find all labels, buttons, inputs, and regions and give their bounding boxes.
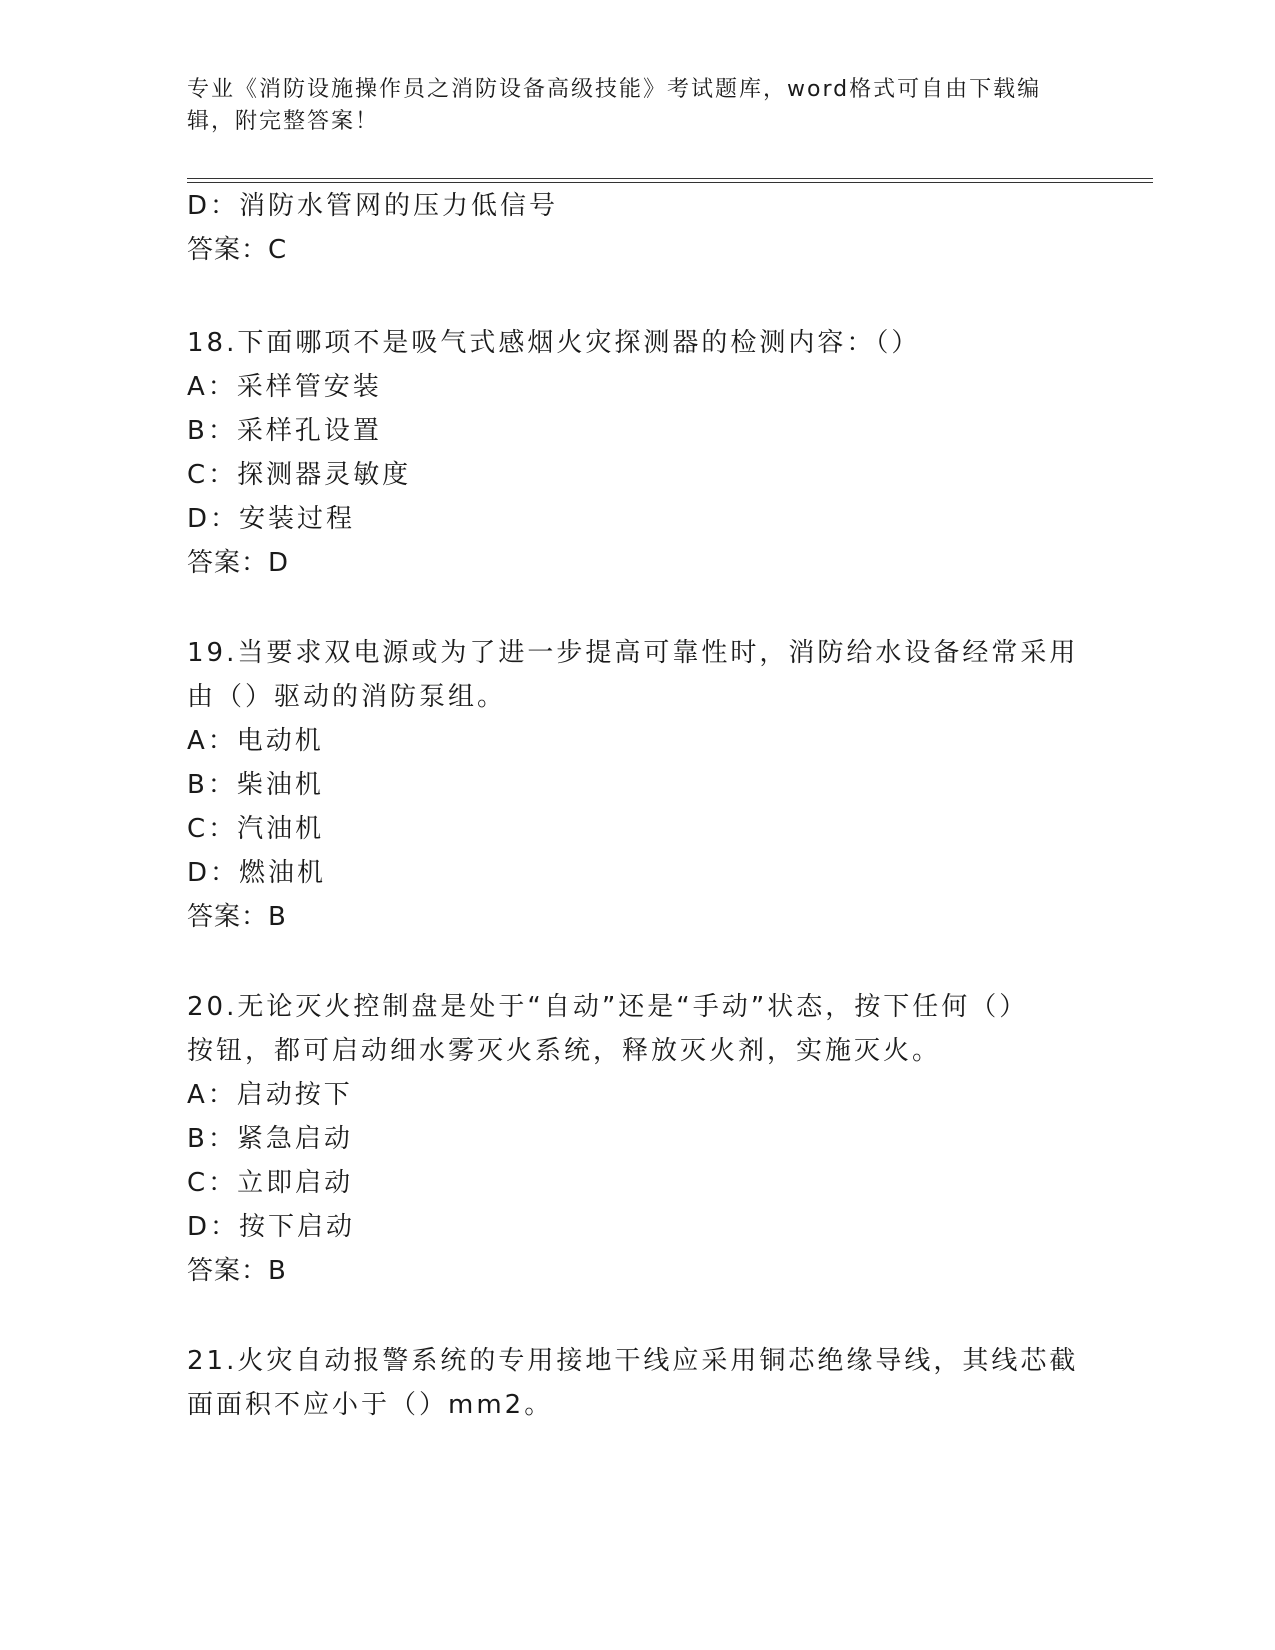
q19-option-a: A：电动机 bbox=[187, 726, 324, 756]
q18-option-b: B：采样孔设置 bbox=[187, 416, 382, 446]
q19-stem-line-1: 19.当要求双电源或为了进一步提高可靠性时，消防给水设备经常采用 bbox=[187, 638, 1079, 668]
document-header bbox=[187, 74, 1067, 138]
q21-stem-line-1: 21.火灾自动报警系统的专用接地干线应采用铜芯绝缘导线，其线芯截 bbox=[187, 1346, 1079, 1376]
q21-stem-line-2: 面面积不应小于（）mm2。 bbox=[187, 1390, 554, 1420]
q17-option-d: D：消防水管网的压力低信号 bbox=[187, 191, 559, 221]
q20-stem-line-2: 按钮，都可启动细水雾灭火系统，释放灭火剂，实施灭火。 bbox=[187, 1036, 942, 1066]
q20-option-a: A：启动按下 bbox=[187, 1080, 353, 1110]
q20-answer: 答案：B bbox=[187, 1256, 287, 1286]
q20-option-b: B：紧急启动 bbox=[187, 1124, 353, 1154]
q18-option-c: C：探测器灵敏度 bbox=[187, 460, 412, 490]
q17-answer: 答案：C bbox=[187, 235, 288, 265]
q20-option-c: C：立即启动 bbox=[187, 1168, 354, 1198]
q18-option-d: D：安装过程 bbox=[187, 504, 356, 534]
q19-stem-line-2: 由（）驱动的消防泵组。 bbox=[187, 682, 507, 712]
q19-option-d: D：燃油机 bbox=[187, 858, 327, 888]
q18-option-a: A：采样管安装 bbox=[187, 372, 382, 402]
q18-answer: 答案：D bbox=[187, 548, 290, 578]
header-line-1: 专业《消防设施操作员之消防设备高级技能》考试题库，word格式可自由下载编 bbox=[187, 77, 1042, 102]
q19-answer: 答案：B bbox=[187, 902, 287, 932]
header-line-2: 辑，附完整答案！ bbox=[187, 109, 380, 134]
q19-option-c: C：汽油机 bbox=[187, 814, 325, 844]
header-divider bbox=[187, 178, 1153, 183]
q18-stem: 18.下面哪项不是吸气式感烟火灾探测器的检测内容：（） bbox=[187, 328, 921, 358]
q20-option-d: D：按下启动 bbox=[187, 1212, 356, 1242]
q19-option-b: B：柴油机 bbox=[187, 770, 324, 800]
q20-stem-line-1: 20.无论灭火控制盘是处于“自动”还是“手动”状态，按下任何（） bbox=[187, 992, 1029, 1022]
